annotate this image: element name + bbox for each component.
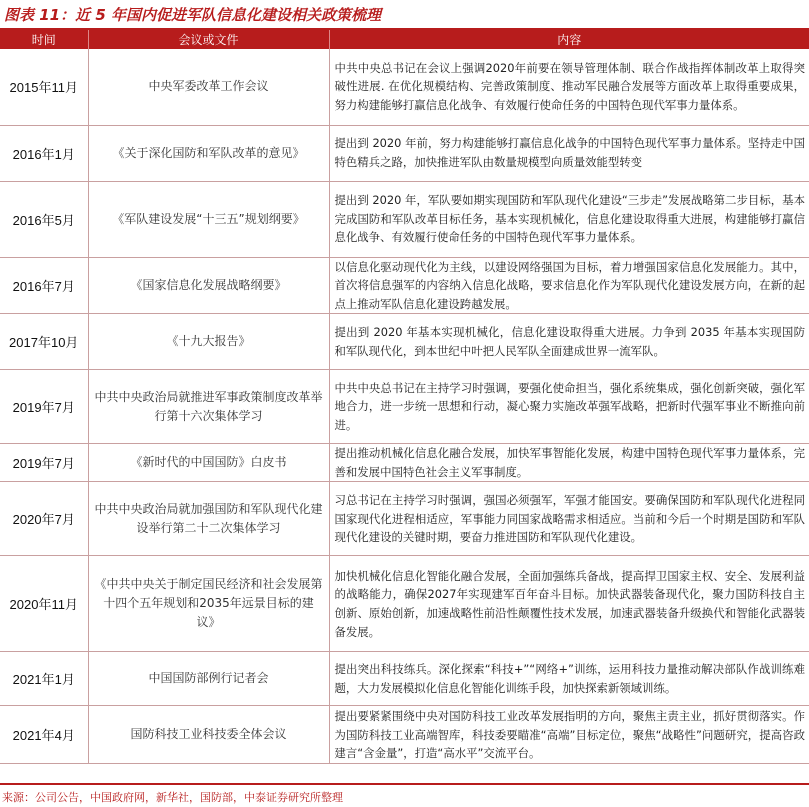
cell-doc: 中共中央政治局就加强国防和军队现代化建设举行第二十二次集体学习 <box>88 482 329 556</box>
table-row <box>0 706 809 764</box>
cell-doc: 《国家信息化发展战略纲要》 <box>88 257 329 314</box>
cell-time: 2016年1月 <box>0 125 88 181</box>
header-content: 内容 <box>329 30 809 49</box>
cell-time: 2017年10月 <box>0 314 88 370</box>
header-doc: 会议或文件 <box>88 30 329 49</box>
cell-doc: 中央军委改革工作会议 <box>88 49 329 125</box>
cell-doc: 国防科技工业科技委全体会议 <box>88 706 329 764</box>
cell-content: 中共中央总书记在主持学习时强调，要强化使命担当，强化系统集成，强化创新突破，强化军地合力，进一步统一思想和行动，凝心聚力实施改革强军战略，把新时代强军事业不断推向前进。 <box>329 370 809 444</box>
cell-content: 提出到 2020 年，军队要如期实现国防和军队现代化建设“三步走”发展战略第二步目标，基本完成国防和军队改革目标任务，基本实现机械化，信息化建设取得重大进展，构建能够打赢信息化战争、有效履行使命任务的中国特色现代军事力量体系。 <box>329 181 809 257</box>
table-body <box>0 49 809 764</box>
table-row <box>0 482 809 556</box>
cell-doc: 中共中央政治局就推进军事政策制度改革举行第十六次集体学习 <box>88 370 329 444</box>
table-row <box>0 314 809 370</box>
cell-doc: 中国国防部例行记者会 <box>88 652 329 706</box>
cell-doc: 《新时代的中国国防》白皮书 <box>88 444 329 482</box>
cell-doc: 《中共中央关于制定国民经济和社会发展第十四个五年规划和2035年远景目标的建议》 <box>88 556 329 652</box>
cell-time: 2021年1月 <box>0 652 88 706</box>
cell-content: 习总书记在主持学习时强调，强国必须强军，军强才能国安。要确保国防和军队现代化进程同国家现代化进程相适应，军事能力同国家战略需求相适应。当前和今后一个时期是国防和军队现代化建设的关键时期，要奋力推进国防和军队现代化建设。 <box>329 482 809 556</box>
cell-content: 以信息化驱动现代化为主线，以建设网络强国为目标，着力增强国家信息化发展能力。其中，首次将信息强军的内容纳入信息化战略，要求信息化作为军队现代化建设发展方向，在新的起点上推动军队信息化建设跨越发展。 <box>329 257 809 314</box>
cell-doc: 《军队建设发展“十三五”规划纲要》 <box>88 181 329 257</box>
table-row <box>0 652 809 706</box>
cell-content: 提出要紧紧围绕中央对国防科技工业改革发展指明的方向，聚焦主责主业，抓好贯彻落实。作为国防科技工业高端智库，科技委要瞄准“高端”目标定位，聚焦“战略性”问题研究，提高咨政建言“含金量”，打造“高水平”交流平台。 <box>329 706 809 764</box>
policy-table <box>0 30 809 764</box>
cell-content: 提出到 2020 年前，努力构建能够打赢信息化战争的中国特色现代军事力量体系。坚持走中国特色精兵之路，加快推进军队由数量规模型向质量效能型转变 <box>329 125 809 181</box>
cell-time: 2020年7月 <box>0 482 88 556</box>
cell-content: 提出突出科技练兵。深化探索“科技+”“网络+”训练，运用科技力量推动解决部队作战训练难题，大力发展模拟化信息化智能化训练手段，加快探索新领域训练。 <box>329 652 809 706</box>
cell-content: 提出到 2020 年基本实现机械化，信息化建设取得重大进展。力争到 2035 年基本实现国防和军队现代化，到本世纪中叶把人民军队全面建成世界一流军队。 <box>329 314 809 370</box>
figure-title: 图表 11：近 5 年国内促进军队信息化建设相关政策梳理 <box>0 0 809 30</box>
cell-content: 加快机械化信息化智能化融合发展，全面加强练兵备战，提高捍卫国家主权、安全、发展利益的战略能力，确保2027年实现建军百年奋斗目标。加快武器装备现代化，聚力国防科技自主创新、原始创新，加速战略性前沿性颠覆性技术发展，加速武器装备升级换代和智能化武器装备发展。 <box>329 556 809 652</box>
cell-time: 2016年7月 <box>0 257 88 314</box>
cell-time: 2016年5月 <box>0 181 88 257</box>
cell-time: 2015年11月 <box>0 49 88 125</box>
cell-time: 2019年7月 <box>0 370 88 444</box>
table-row <box>0 181 809 257</box>
table-row <box>0 125 809 181</box>
table-header-row <box>0 30 809 49</box>
source-note: 来源：公司公告，中国政府网，新华社，国防部，中泰证券研究所整理 <box>2 791 343 804</box>
cell-time: 2021年4月 <box>0 706 88 764</box>
cell-content: 中共中央总书记在会议上强调2020年前要在领导管理体制、联合作战指挥体制改革上取得突破性进展. 在优化规模结构、完善政策制度、推动军民融合发展等方面改革上取得重要成果，努力构建能够打赢信息化战争、有效履行使命任务的中国特色现代军事力量体系。 <box>329 49 809 125</box>
table-row <box>0 257 809 314</box>
table-row <box>0 444 809 482</box>
table-row <box>0 370 809 444</box>
cell-doc: 《十九大报告》 <box>88 314 329 370</box>
cell-content: 提出推动机械化信息化融合发展，加快军事智能化发展，构建中国特色现代军事力量体系，完善和发展中国特色社会主义军事制度。 <box>329 444 809 482</box>
cell-time: 2020年11月 <box>0 556 88 652</box>
table-row <box>0 49 809 125</box>
cell-time: 2019年7月 <box>0 444 88 482</box>
header-time: 时间 <box>0 30 88 49</box>
table-row <box>0 556 809 652</box>
footer-divider <box>0 783 809 785</box>
cell-doc: 《关于深化国防和军队改革的意见》 <box>88 125 329 181</box>
